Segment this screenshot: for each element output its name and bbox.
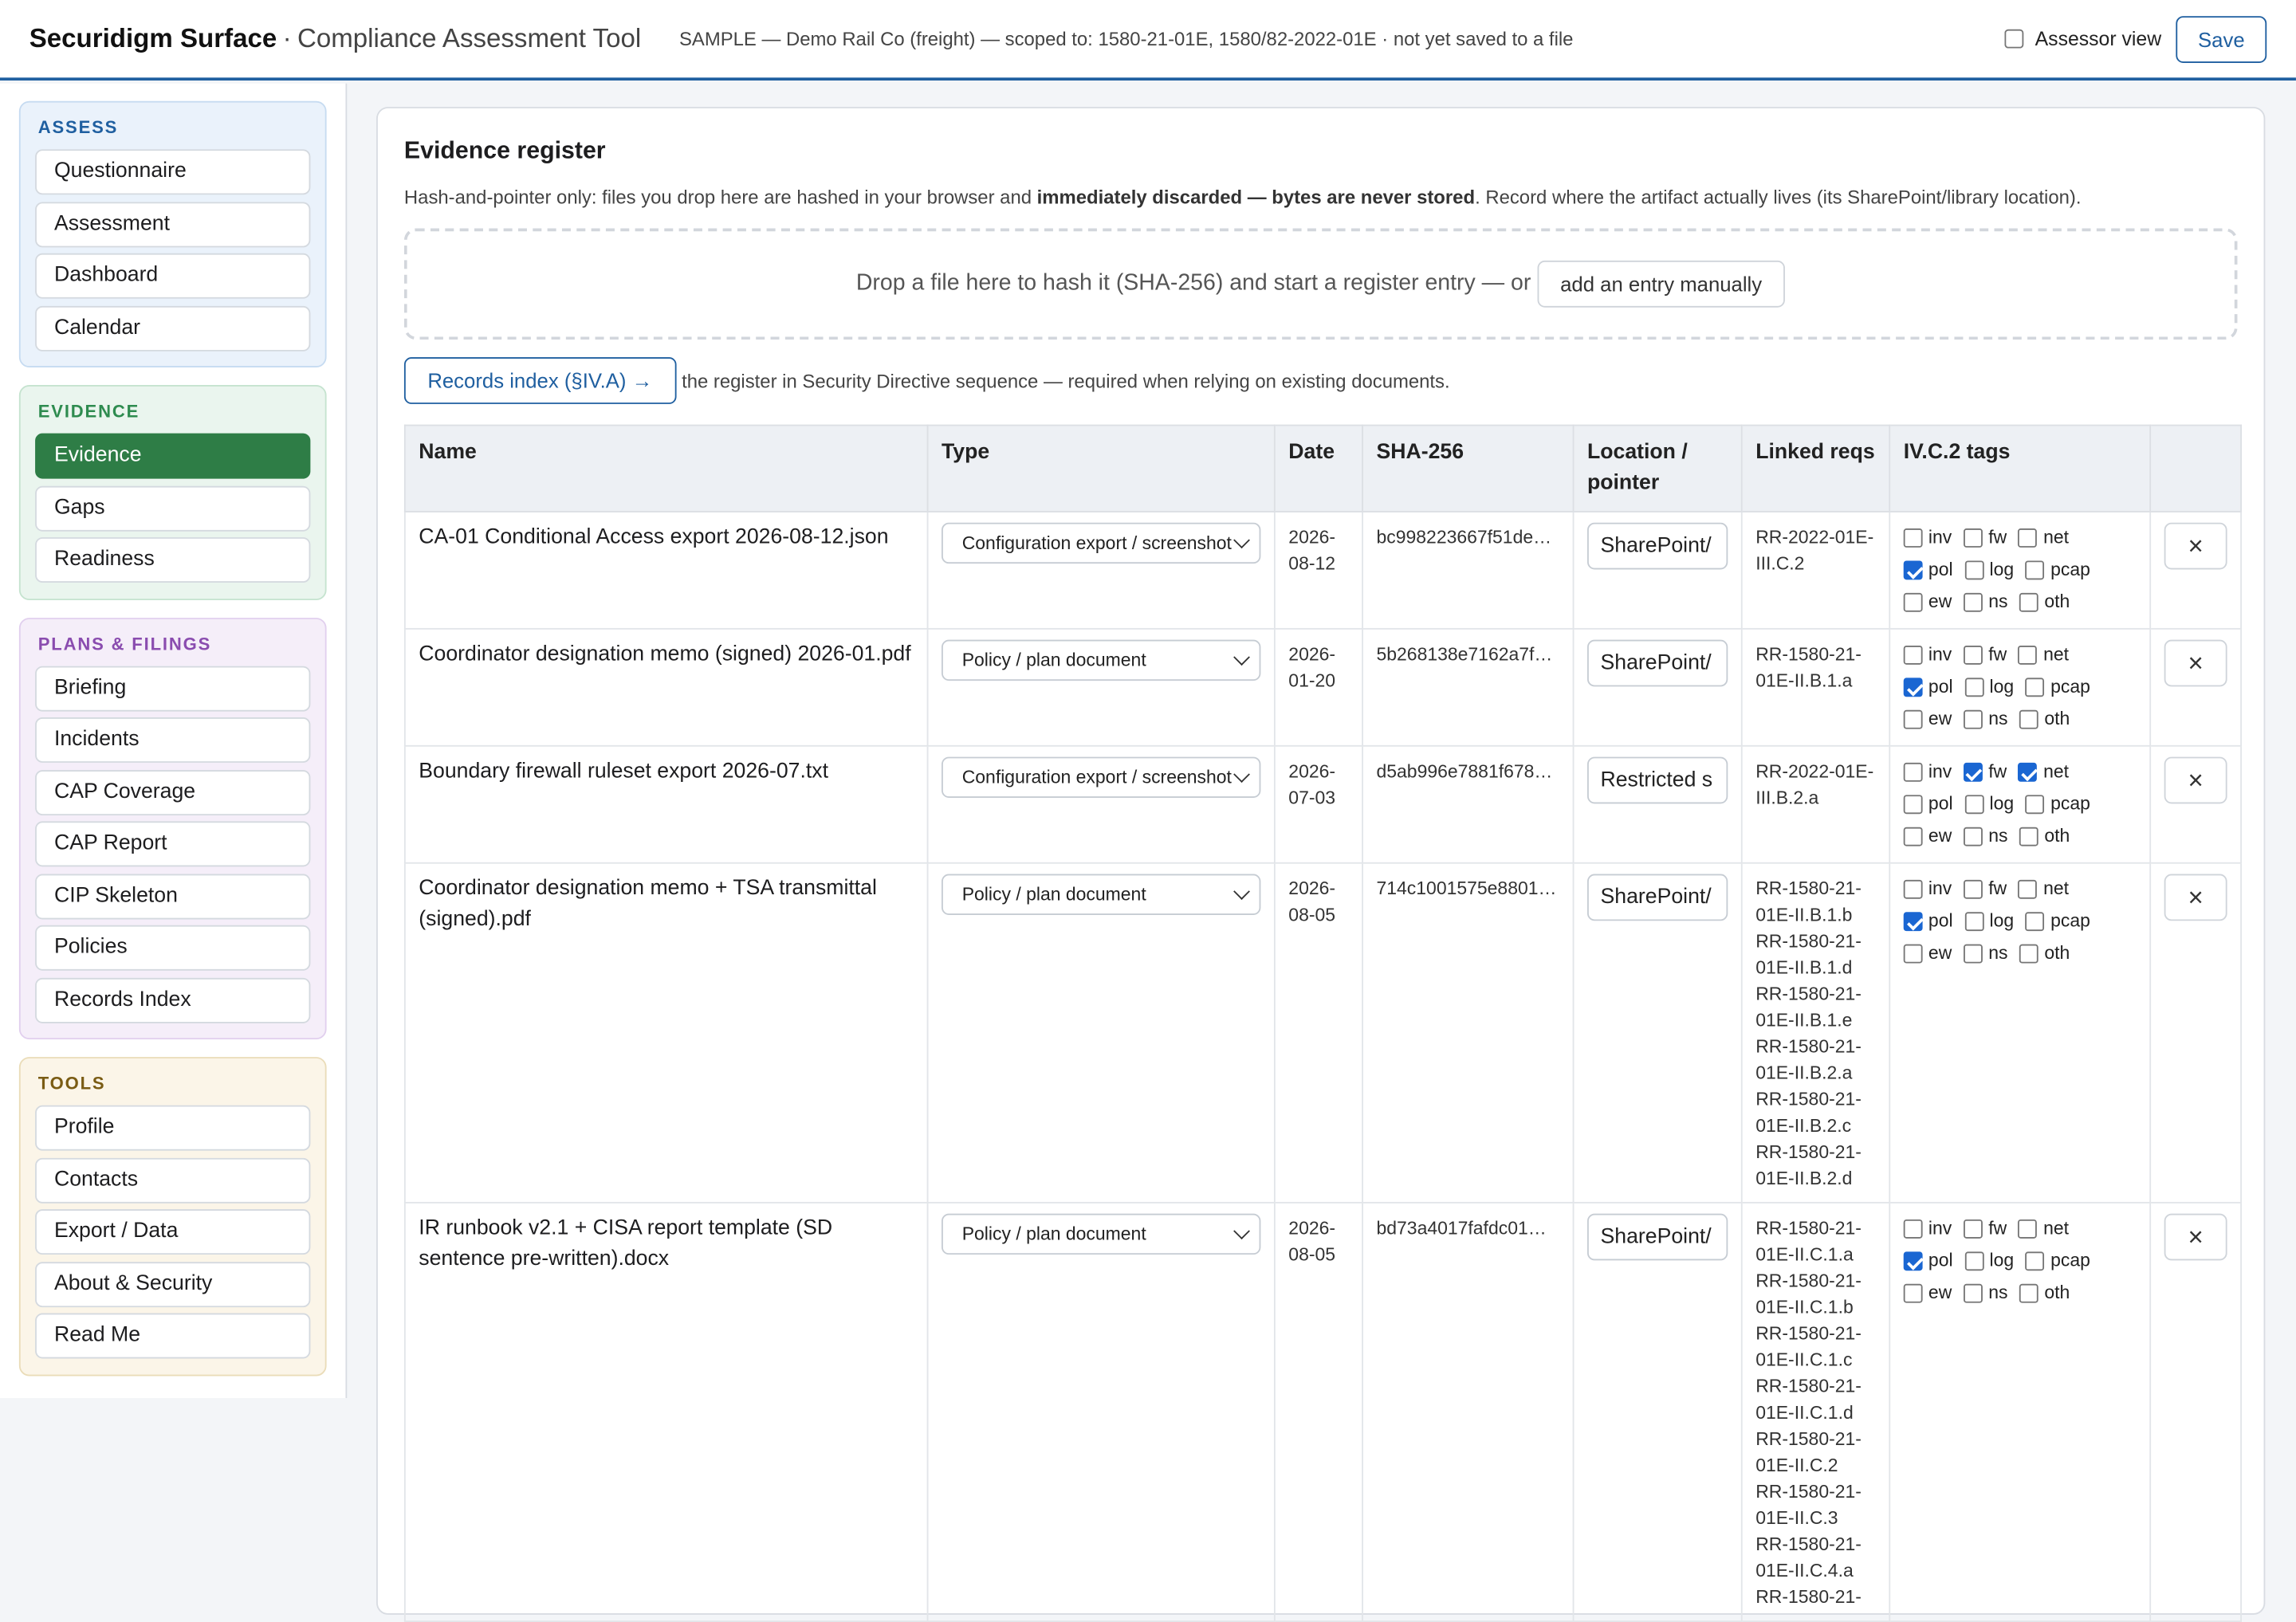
tag-label: ns [1988,708,2008,729]
tag-checkbox[interactable] [1964,912,1983,931]
tag-label: oth [2044,1282,2070,1303]
tag-ew[interactable] [1904,704,1952,735]
tag-label: inv [1928,644,1952,665]
tag-pol[interactable] [1904,906,1953,937]
evidence-actions-cell [2150,629,2241,746]
tag-checkbox[interactable] [1904,912,1923,931]
tag-checkbox[interactable] [1904,1284,1923,1303]
tag-label: pcap [2050,793,2090,815]
evidence-type-select[interactable] [942,757,1260,798]
evidence-register-card [376,107,2265,1615]
tag-pol[interactable] [1904,1246,1953,1277]
evidence-linked-reqs: RR-1580-21- 01E-II.C.1.a RR-1580-21- 01E-II.C.1.b RR-1580-21- 01E-II.C.1.c RR-1580-21- 01E-II.C.1.d RR-1580-21- 01E-II.C.2 RR-1580-21- 01E-II.C.3 RR-1580-21- 01E-II.C.4.a RR-1580-21- [1742,1203,1890,1621]
tag-log[interactable] [1964,672,2014,703]
tag-inv[interactable] [1904,640,1952,671]
tag-label: pol [1928,559,1953,580]
tag-label: ew [1928,1282,1952,1303]
table-row [405,1203,2241,1621]
tag-checkbox[interactable] [2026,795,2045,814]
tag-oth[interactable] [2019,938,2070,969]
sidebar-item-assessment[interactable]: Assessment [35,202,310,247]
sidebar-group-plans [19,617,327,1039]
tag-label: fw [1988,761,2007,782]
tag-oth[interactable] [2019,704,2070,735]
tag-label: oth [2044,591,2070,612]
evidence-location-input[interactable] [1587,874,1728,921]
evidence-type-select[interactable] [942,523,1260,564]
tag-label: oth [2044,825,2070,846]
assessor-view-checkbox[interactable] [2004,29,2023,49]
tag-ew[interactable] [1904,1278,1952,1309]
evidence-location-input[interactable] [1587,757,1728,804]
tag-inv[interactable] [1904,1214,1952,1245]
sidebar [0,84,347,1398]
tag-checkbox[interactable] [1964,560,1983,579]
evidence-type-select[interactable] [942,874,1260,915]
tag-fw[interactable] [1964,523,2007,554]
tag-checkbox[interactable] [2026,560,2045,579]
sidebar-item-records-index[interactable]: Records Index [35,977,310,1023]
tag-checkbox[interactable] [2026,677,2045,697]
close-icon: × [2188,882,2204,912]
tag-checkbox[interactable] [1904,560,1923,579]
sidebar-group-tools [19,1057,327,1375]
tag-label: inv [1928,761,1952,782]
sidebar-item-questionnaire[interactable]: Questionnaire [35,149,310,194]
tag-ns[interactable] [1964,1278,2007,1309]
tag-label: net [2043,527,2070,548]
sidebar-group-title: PLANS & FILINGS [37,633,212,654]
tag-label: oth [2044,942,2070,964]
tag-inv[interactable] [1904,523,1952,554]
assessor-view-toggle[interactable] [2004,28,2161,50]
page-title: Evidence register [403,137,606,164]
tag-checkbox[interactable] [1904,795,1923,814]
column-header-sha256[interactable]: SHA-256 [1362,426,1573,512]
remove-entry-button[interactable] [2164,874,2227,921]
tag-checkbox[interactable] [1904,1219,1923,1239]
tag-net[interactable] [2019,757,2069,788]
sidebar-item-evidence[interactable]: Evidence [35,434,310,479]
table-body [405,512,2241,1621]
evidence-type-cell [928,1203,1275,1621]
tag-checkbox[interactable] [2019,646,2038,665]
sidebar-item-read-me[interactable]: Read Me [35,1314,310,1359]
tag-checkbox[interactable] [1904,710,1923,729]
tag-checkbox[interactable] [2019,710,2038,729]
tag-label: ns [1988,825,2008,846]
remove-entry-button[interactable] [2164,640,2227,687]
tag-label: pol [1928,910,1953,932]
tag-pol[interactable] [1904,555,1953,586]
tag-checkbox[interactable] [1964,763,1983,782]
tag-oth[interactable] [2019,821,2070,852]
evidence-tags-cell [1889,512,2150,629]
column-header-actions [2150,426,2241,512]
sidebar-item-readiness[interactable]: Readiness [35,537,310,583]
evidence-location-cell [1574,629,1742,746]
sidebar-item-briefing[interactable]: Briefing [35,666,310,711]
tag-checkbox[interactable] [1964,710,1983,729]
evidence-actions-cell [2150,1203,2241,1621]
sidebar-group-title: ASSESS [37,116,119,138]
chevron-down-icon [1233,532,1250,548]
status-text: SAMPLE — Demo Rail Co (freight) — scoped to: 1580-21-01E, 1580/82-2022-01E · not yet saved to a file [678,27,1574,50]
sidebar-item-gaps[interactable]: Gaps [35,485,310,531]
intro-text-end: . Record where the artifact actually lives (its SharePoint/library location). [1475,186,2082,208]
tag-ew[interactable] [1904,821,1952,852]
sidebar-item-contacts[interactable]: Contacts [35,1157,310,1203]
evidence-date: 2026- 08-05 [1275,1203,1362,1621]
evidence-tags-cell [1889,863,2150,1203]
evidence-name: Coordinator designation memo + TSA transmittal (signed).pdf [405,863,928,1203]
column-header-name[interactable]: Name [405,426,928,512]
tag-pol[interactable] [1904,672,1953,703]
tag-checkbox[interactable] [1904,763,1923,782]
tag-checkbox[interactable] [1904,827,1923,846]
table-row [405,629,2241,746]
tag-checklist [1904,523,2137,618]
remove-entry-button[interactable] [2164,523,2227,570]
records-index-button[interactable]: Records index (§IV.A) → [404,357,676,404]
brand-name: Securidigm Surface [29,23,277,53]
tag-label: inv [1928,527,1952,548]
tag-checklist [1904,640,2137,735]
tag-checklist [1904,757,2137,852]
evidence-tags-cell [1889,1203,2150,1621]
sidebar-item-about-security[interactable]: About & Security [35,1261,310,1306]
evidence-name: IR runbook v2.1 + CISA report template (SD sentence pre-written).docx [405,1203,928,1621]
evidence-tags-cell [1889,629,2150,746]
tag-pcap[interactable] [2026,555,2090,586]
evidence-type-value: Policy / plan document [961,883,1146,905]
evidence-location-cell [1574,1203,1742,1621]
evidence-type-value: Configuration export / screenshot [961,532,1232,553]
file-dropzone[interactable] [404,229,2238,340]
tag-pcap[interactable] [2026,906,2090,937]
tag-net[interactable] [2019,640,2069,671]
sidebar-item-cap-report[interactable]: CAP Report [35,821,310,866]
tag-oth[interactable] [2019,587,2070,619]
tag-net[interactable] [2019,1214,2069,1245]
evidence-type-cell [928,863,1275,1203]
tag-checkbox[interactable] [1964,1284,1983,1303]
tag-checklist [1904,1214,2137,1309]
chevron-down-icon [1233,883,1250,900]
intro-text [404,186,2238,208]
tag-checkbox[interactable] [2019,593,2038,612]
tag-label: fw [1988,644,2007,665]
evidence-type-select[interactable] [942,1214,1260,1255]
tag-label: pcap [2050,559,2090,580]
evidence-type-select[interactable] [942,640,1260,681]
tag-fw[interactable] [1964,757,2007,788]
remove-entry-button[interactable] [2164,1214,2227,1261]
chevron-down-icon [1233,1223,1250,1239]
evidence-sha256: bc998223667f51de… [1362,512,1573,629]
header-actions [2004,15,2267,62]
evidence-tags-cell [1889,746,2150,863]
chevron-down-icon [1233,649,1250,666]
evidence-location-input[interactable] [1587,1214,1728,1261]
tag-checkbox[interactable] [2019,1219,2038,1239]
save-button[interactable]: Save [2176,15,2267,62]
chevron-down-icon [1233,766,1250,783]
tag-log[interactable] [1964,789,2014,820]
tag-checkbox[interactable] [2026,912,2045,931]
sidebar-group-evidence [19,385,327,599]
sidebar-item-profile[interactable]: Profile [35,1106,310,1151]
evidence-actions-cell [2150,746,2241,863]
tag-log[interactable] [1964,906,2014,937]
dropzone-text: Drop a file here to hash it (SHA-256) and start a register entry — or [855,270,1531,297]
tag-log[interactable] [1964,1246,2014,1277]
column-header-location[interactable]: Location / pointer [1574,426,1742,512]
evidence-sha256: d5ab996e7881f678… [1362,746,1573,863]
brand-separator: · [282,23,292,53]
evidence-location-input[interactable] [1587,523,1728,570]
tag-label: fw [1988,878,2007,899]
tag-ns[interactable] [1964,704,2007,735]
evidence-name: Boundary firewall ruleset export 2026-07.txt [405,746,928,863]
tag-checkbox[interactable] [2019,827,2038,846]
assessor-view-label: Assessor view [2035,27,2162,50]
tag-checkbox[interactable] [1904,1251,1923,1271]
tag-label: log [1989,910,2015,932]
tag-label: pol [1928,676,1953,697]
evidence-actions-cell [2150,863,2241,1203]
tag-checkbox[interactable] [2019,880,2038,899]
evidence-location-cell [1574,863,1742,1203]
table-row [405,863,2241,1203]
tag-label: pol [1928,793,1953,815]
tag-label: ew [1928,942,1952,964]
tag-net[interactable] [2019,874,2069,905]
tag-checkbox[interactable] [1964,1219,1983,1239]
evidence-type-cell [928,746,1275,863]
sidebar-item-cip-skeleton[interactable]: CIP Skeleton [35,874,310,919]
tag-fw[interactable] [1964,874,2007,905]
evidence-date: 2026- 01-20 [1275,629,1362,746]
tag-label: fw [1988,1218,2007,1239]
evidence-sha256: bd73a4017fafdc01… [1362,1203,1573,1621]
tag-net[interactable] [2019,523,2069,554]
tag-label: ew [1928,708,1952,729]
table-row [405,512,2241,629]
tag-checkbox[interactable] [2019,945,2038,964]
tag-checkbox[interactable] [1964,528,1983,548]
tag-label: pcap [2050,1250,2090,1271]
tag-checkbox[interactable] [1904,945,1923,964]
tag-label: net [2043,644,2070,665]
tag-oth[interactable] [2019,1278,2070,1309]
records-index-row [404,357,2238,404]
tag-checkbox[interactable] [1964,593,1983,612]
evidence-linked-reqs: RR-2022-01E- III.C.2 [1742,512,1890,629]
tag-checkbox[interactable] [1964,795,1983,814]
evidence-sha256: 5b268138e7162a7f… [1362,629,1573,746]
tag-fw[interactable] [1964,640,2007,671]
close-icon: × [2188,530,2204,560]
column-header-tags[interactable]: IV.C.2 tags [1889,426,2150,512]
intro-text-emphasis: immediately discarded — bytes are never stored [1036,186,1476,208]
tag-label: log [1989,676,2015,697]
tag-ew[interactable] [1904,938,1952,969]
tag-ew[interactable] [1904,587,1952,619]
tag-label: pcap [2050,676,2090,697]
tag-inv[interactable] [1904,757,1952,788]
sidebar-item-export-data[interactable]: Export / Data [35,1209,310,1255]
evidence-name: CA-01 Conditional Access export 2026-08-12.json [405,512,928,629]
sidebar-item-policies[interactable]: Policies [35,925,310,971]
tag-label: ew [1928,825,1952,846]
sidebar-item-dashboard[interactable]: Dashboard [35,253,310,299]
evidence-location-input[interactable] [1587,640,1728,687]
evidence-type-cell [928,512,1275,629]
sidebar-group-title: EVIDENCE [37,401,140,422]
evidence-date: 2026- 08-05 [1275,863,1362,1203]
evidence-date: 2026- 07-03 [1275,746,1362,863]
tag-checkbox[interactable] [1904,880,1923,899]
tag-label: inv [1928,878,1952,899]
tag-checkbox[interactable] [2026,1251,2045,1271]
evidence-type-cell [928,629,1275,746]
sidebar-group-assess [19,101,327,367]
tag-label: log [1989,559,2015,580]
evidence-type-value: Policy / plan document [961,649,1146,670]
app-name: Compliance Assessment Tool [297,23,642,53]
tag-label: inv [1928,1218,1952,1239]
sidebar-item-incidents[interactable]: Incidents [35,717,310,763]
evidence-date: 2026- 08-12 [1275,512,1362,629]
tag-checkbox[interactable] [1964,880,1983,899]
table-row [405,746,2241,863]
sidebar-item-cap-coverage[interactable]: CAP Coverage [35,769,310,815]
tag-pcap[interactable] [2026,672,2090,703]
tag-checkbox[interactable] [1964,945,1983,964]
sidebar-item-calendar[interactable]: Calendar [35,305,310,351]
tag-checkbox[interactable] [1964,1251,1983,1271]
evidence-sha256: 714c1001575e8801… [1362,863,1573,1203]
tag-pcap[interactable] [2026,789,2090,820]
evidence-type-value: Policy / plan document [961,1223,1146,1244]
evidence-linked-reqs: RR-1580-21- 01E-II.B.1.b RR-1580-21- 01E-II.B.1.d RR-1580-21- 01E-II.B.1.e RR-1580-21- 01E-II.B.2.a RR-1580-21- 01E-II.B.2.c RR-1580-21- 01E-II.B.2.d [1742,863,1890,1203]
column-header-type[interactable]: Type [928,426,1275,512]
evidence-actions-cell [2150,512,2241,629]
tag-label: net [2043,878,2070,899]
tag-label: ns [1988,591,2008,612]
tag-pol[interactable] [1904,789,1953,820]
top-bar [0,0,2296,81]
table-header-row [405,426,2241,512]
sidebar-group-title: TOOLS [37,1073,106,1094]
tag-checkbox[interactable] [2019,1284,2038,1303]
close-icon: × [2188,647,2204,677]
evidence-type-value: Configuration export / screenshot [961,766,1232,787]
tag-fw[interactable] [1964,1214,2007,1245]
tag-checkbox[interactable] [1904,528,1923,548]
tag-ns[interactable] [1964,938,2007,969]
evidence-linked-reqs: RR-1580-21- 01E-II.B.1.a [1742,629,1890,746]
tag-label: ns [1988,1282,2008,1303]
evidence-name: Coordinator designation memo (signed) 2026-01.pdf [405,629,928,746]
evidence-location-cell [1574,746,1742,863]
close-icon: × [2188,1221,2204,1251]
tag-label: net [2043,761,2070,782]
tag-label: log [1989,793,2015,815]
tag-inv[interactable] [1904,874,1952,905]
tag-checkbox[interactable] [1964,677,1983,697]
tag-label: ew [1928,591,1952,612]
add-entry-manually-button[interactable]: add an entry manually [1537,261,1786,308]
tag-label: pcap [2050,910,2090,932]
tag-ns[interactable] [1964,821,2007,852]
tag-label: net [2043,1218,2070,1239]
tag-log[interactable] [1964,555,2014,586]
tag-pcap[interactable] [2026,1246,2090,1277]
close-icon: × [2188,764,2204,795]
tag-label: pol [1928,1250,1953,1271]
tag-label: ns [1988,942,2008,964]
column-header-linked-reqs[interactable]: Linked reqs [1742,426,1890,512]
remove-entry-button[interactable] [2164,757,2227,804]
column-header-date[interactable]: Date [1275,426,1362,512]
tag-checklist [1904,874,2137,969]
tag-ns[interactable] [1964,587,2007,619]
tag-checkbox[interactable] [1904,646,1923,665]
tag-label: fw [1988,527,2007,548]
tag-checkbox[interactable] [1964,827,1983,846]
tag-label: log [1989,1250,2015,1271]
evidence-linked-reqs: RR-2022-01E- III.B.2.a [1742,746,1890,863]
evidence-table [404,425,2242,1622]
evidence-location-cell [1574,512,1742,629]
tag-checkbox[interactable] [1904,677,1923,697]
tag-checkbox[interactable] [2019,528,2038,548]
tag-checkbox[interactable] [1904,593,1923,612]
intro-text-start: Hash-and-pointer only: files you drop here are hashed in your browser and [403,186,1037,208]
tag-checkbox[interactable] [2019,763,2038,782]
records-index-note: the register in Security Directive sequence — required when relying on existing documents. [682,369,1450,392]
tag-label: oth [2044,708,2070,729]
tag-checkbox[interactable] [1964,646,1983,665]
